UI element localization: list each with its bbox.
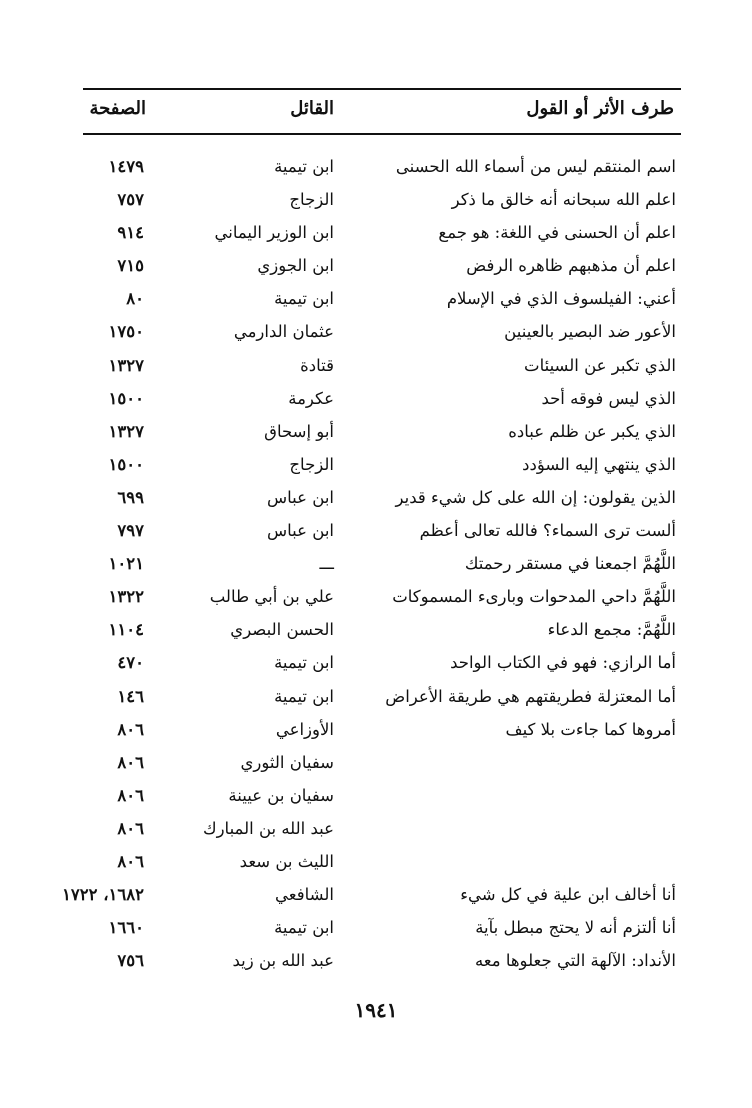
speaker-cell: أبو إسحاق [264, 421, 334, 441]
table-row [0, 190, 752, 223]
table-row [0, 256, 752, 289]
table-row [0, 653, 752, 686]
speaker-cell: ابن عباس [267, 487, 334, 507]
page-cell: ١٤٦ [117, 686, 144, 706]
speaker-cell: سفيان الثوري [240, 752, 334, 772]
table-row [0, 322, 752, 355]
page-cell: ٧٥٧ [117, 190, 144, 210]
table-row [0, 422, 752, 455]
header-phrase: طرف الأثر أو القول [526, 98, 674, 119]
page-cell: ١٣٢٧ [108, 421, 144, 441]
phrase-cell: أما الرازي: فهو في الكتاب الواحد [450, 653, 676, 673]
table-row [0, 587, 752, 620]
phrase-cell: أمروها كما جاءت بلا كيف [505, 719, 676, 739]
table-row [0, 554, 752, 587]
table-row [0, 852, 752, 885]
table-row [0, 521, 752, 554]
page-cell: ١٠٢١ [108, 554, 144, 574]
page-cell: ٨٠٦ [117, 719, 144, 739]
speaker-cell: ابن تيمية [274, 686, 334, 706]
phrase-cell: الذي تكبر عن السيئات [524, 355, 676, 375]
table-row [0, 885, 752, 918]
phrase-cell: اللَّهُمَّ اجمعنا في مستقر رحمتك [464, 554, 676, 574]
page-cell: ١٤٧٩ [108, 157, 144, 176]
table-row [0, 455, 752, 488]
page-cell: ١٣٢٢ [108, 587, 144, 607]
phrase-cell: اسم المنتقم ليس من أسماء الله الحسنى [395, 157, 676, 176]
page-number: ١٩٤١ [354, 998, 398, 1022]
phrase-cell: ألست ترى السماء؟ فالله تعالى أعظم [419, 521, 676, 541]
phrase-cell: اعلم أن مذهبهم ظاهره الرفض [466, 256, 676, 276]
table-row [0, 488, 752, 521]
page-cell: ٧٥٦ [117, 951, 144, 971]
phrase-cell: الذي يكبر عن ظلم عباده [508, 421, 676, 441]
speaker-cell: الشافعي [275, 885, 334, 905]
phrase-cell: الأعور ضد البصير بالعينين [504, 322, 676, 342]
speaker-cell: ابن تيمية [274, 289, 334, 309]
speaker-cell: الزجاج [289, 190, 334, 210]
speaker-cell: الأوزاعي [275, 719, 334, 739]
page-cell: ١١٠٤ [108, 620, 144, 640]
table-row [0, 819, 752, 852]
speaker-cell: علي بن أبي طالب [209, 587, 334, 607]
speaker-cell: الليث بن سعد [239, 851, 334, 871]
page-cell: ٨٠ [126, 289, 144, 309]
phrase-cell: الذين يقولون: إن الله على كل شيء قدير [395, 487, 676, 507]
phrase-cell: اعلم أن الحسنى في اللغة: هو جمع [438, 223, 676, 243]
phrase-cell: اعلم الله سبحانه أنه خالق ما ذكر [451, 190, 676, 210]
phrase-cell: أما المعتزلة فطريقتهم هي طريقة الأعراض [385, 686, 676, 706]
phrase-cell: أعني: الفيلسوف الذي في الإسلام [446, 289, 676, 309]
speaker-cell: عثمان الدارمي [233, 322, 334, 342]
speaker-cell: ابن الوزير اليماني [214, 223, 334, 243]
speaker-cell: ـــ [319, 554, 334, 574]
page-cell: ١٣٢٧ [108, 355, 144, 375]
table-row [0, 223, 752, 256]
page-cell: ٤٧٠ [117, 653, 144, 673]
table-row [0, 157, 752, 190]
speaker-cell: الزجاج [289, 454, 334, 474]
page-cell: ١٧٥٠ [108, 322, 144, 342]
table-row [0, 753, 752, 786]
page-cell: ٦٩٩ [117, 487, 144, 507]
page-cell: ٨٠٦ [117, 851, 144, 871]
phrase-cell: الأنداد: الآلهة التي جعلوها معه [474, 951, 676, 971]
header-top-rule [83, 88, 681, 90]
table-row [0, 786, 752, 819]
speaker-cell: ابن تيمية [274, 653, 334, 673]
page-cell: ١٥٠٠ [108, 454, 144, 474]
speaker-cell: سفيان بن عيينة [228, 785, 334, 805]
table-row [0, 720, 752, 753]
table-row [0, 951, 752, 984]
speaker-cell: ابن الجوزي [257, 256, 334, 276]
phrase-cell: أنا ألتزم أنه لا يحتج مبطل بآية [475, 918, 676, 938]
speaker-cell: ابن تيمية [274, 157, 334, 176]
speaker-cell: الحسن البصري [230, 620, 334, 640]
table-row [0, 687, 752, 720]
index-table [0, 157, 752, 984]
speaker-cell: ابن تيمية [274, 918, 334, 938]
table-row [0, 289, 752, 322]
page-cell: ٨٠٦ [117, 785, 144, 805]
page-cell: ٧٩٧ [117, 521, 144, 541]
page-cell: ٨٠٦ [117, 818, 144, 838]
phrase-cell: الذي ليس فوقه أحد [541, 388, 676, 408]
phrase-cell: اللَّهُمَّ: مجمع الدعاء [547, 620, 676, 640]
phrase-cell: اللَّهُمَّ داحي المدحوات وبارىء المسموكات [392, 587, 676, 607]
header-page: الصفحة [89, 98, 146, 119]
header-speaker: القائل [290, 98, 334, 119]
page-cell: ٧١٥ [117, 256, 144, 276]
page-cell: ٩١٤ [117, 223, 144, 243]
phrase-cell: أنا أخالف ابن علية في كل شيء [460, 885, 676, 905]
table-row [0, 356, 752, 389]
header-bottom-rule [83, 133, 681, 135]
speaker-cell: عبد الله بن زيد [232, 951, 334, 971]
page-cell: ١٥٠٠ [108, 388, 144, 408]
phrase-cell: الذي ينتهي إليه السؤدد [522, 454, 676, 474]
speaker-cell: عكرمة [288, 388, 334, 408]
page-cell: ١٦٦٠ [108, 918, 144, 938]
table-row [0, 620, 752, 653]
table-row [0, 918, 752, 951]
page-cell: ١٦٨٢، ١٧٢٢ [62, 885, 144, 905]
table-row [0, 389, 752, 422]
speaker-cell: عبد الله بن المبارك [202, 818, 334, 838]
speaker-cell: ابن عباس [267, 521, 334, 541]
speaker-cell: قتادة [300, 355, 334, 375]
page-cell: ٨٠٦ [117, 752, 144, 772]
